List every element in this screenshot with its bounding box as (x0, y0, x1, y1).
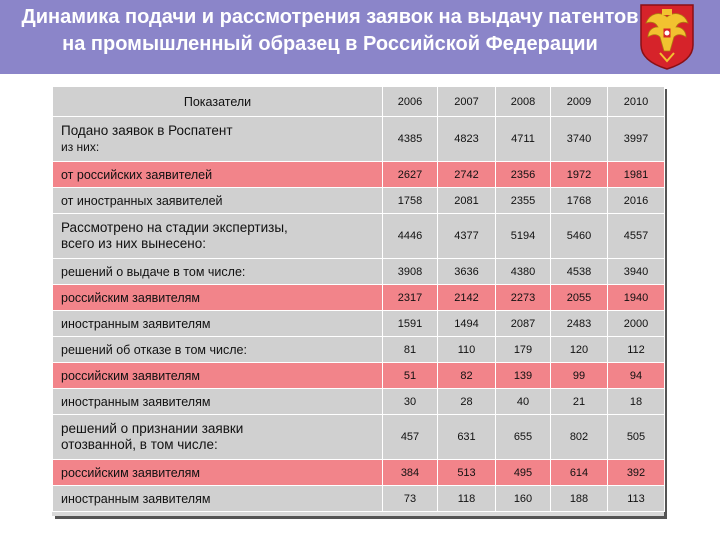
table-cell: 513 (438, 460, 496, 486)
row-label: решений об отказе в том числе: (53, 337, 383, 363)
table-cell: 51 (383, 363, 438, 389)
table-row (53, 337, 665, 363)
table-cell: 495 (496, 460, 551, 486)
table-row (53, 188, 665, 214)
table-cell: 2627 (383, 162, 438, 188)
table-cell: 384 (383, 460, 438, 486)
table-cell: 2483 (551, 311, 608, 337)
table-row (53, 486, 665, 512)
row-label (53, 117, 383, 162)
table-cell: 179 (496, 337, 551, 363)
table-row (53, 285, 665, 311)
table-cell: 4711 (496, 117, 551, 162)
table-cell: 113 (608, 486, 665, 512)
table-row (53, 460, 665, 486)
row-label-sub: из них: (61, 140, 100, 154)
table-row (53, 162, 665, 188)
table-cell: 2273 (496, 285, 551, 311)
table-cell: 40 (496, 389, 551, 415)
table-cell: 2081 (438, 188, 496, 214)
table-cell: 1981 (608, 162, 665, 188)
table-cell: 5460 (551, 214, 608, 259)
table-cell: 802 (551, 415, 608, 460)
row-label-sub: отозванной, в том числе: (61, 437, 218, 452)
table-cell: 81 (383, 337, 438, 363)
table-cell: 505 (608, 415, 665, 460)
table-cell: 82 (438, 363, 496, 389)
table-row (53, 259, 665, 285)
table-cell: 160 (496, 486, 551, 512)
statistics-table-panel (52, 86, 664, 516)
table-header-row (53, 87, 665, 117)
table-cell: 457 (383, 415, 438, 460)
row-label: от российских заявителей (53, 162, 383, 188)
table-cell: 94 (608, 363, 665, 389)
table-cell: 2087 (496, 311, 551, 337)
row-label: иностранным заявителям (53, 389, 383, 415)
table-cell: 99 (551, 363, 608, 389)
table-cell: 631 (438, 415, 496, 460)
table-cell: 4380 (496, 259, 551, 285)
table-cell: 2355 (496, 188, 551, 214)
row-label-main: решений о признании заявки (61, 421, 244, 436)
table-cell: 3908 (383, 259, 438, 285)
row-label (53, 214, 383, 259)
row-label: российским заявителям (53, 285, 383, 311)
year-header: 2009 (551, 87, 608, 117)
table-cell: 28 (438, 389, 496, 415)
table-cell: 21 (551, 389, 608, 415)
table-row (53, 117, 665, 162)
table-cell: 1972 (551, 162, 608, 188)
table-cell: 18 (608, 389, 665, 415)
table-cell: 1940 (608, 285, 665, 311)
table-cell: 1768 (551, 188, 608, 214)
year-header: 2007 (438, 87, 496, 117)
table-row (53, 363, 665, 389)
table-cell: 118 (438, 486, 496, 512)
table-cell: 2142 (438, 285, 496, 311)
table-cell: 3940 (608, 259, 665, 285)
coat-of-arms-icon (638, 3, 696, 71)
table-cell: 188 (551, 486, 608, 512)
table-cell: 2356 (496, 162, 551, 188)
table-cell: 614 (551, 460, 608, 486)
table-cell: 112 (608, 337, 665, 363)
table-cell: 1758 (383, 188, 438, 214)
table-cell: 2016 (608, 188, 665, 214)
table-row (53, 389, 665, 415)
table-cell: 2000 (608, 311, 665, 337)
title-line-2: на промышленный образец в Российской Федерации (62, 33, 598, 55)
table-cell: 110 (438, 337, 496, 363)
table-cell: 30 (383, 389, 438, 415)
table-cell: 392 (608, 460, 665, 486)
year-header: 2008 (496, 87, 551, 117)
table-cell: 139 (496, 363, 551, 389)
title-banner (0, 0, 720, 74)
row-label: решений о выдаче в том числе: (53, 259, 383, 285)
row-label: российским заявителям (53, 460, 383, 486)
table-cell: 4823 (438, 117, 496, 162)
row-label (53, 415, 383, 460)
table-cell: 1494 (438, 311, 496, 337)
table-cell: 4385 (383, 117, 438, 162)
table-cell: 73 (383, 486, 438, 512)
title-line-1: Динамика подачи и рассмотрения заявок на выдачу патентов (21, 6, 639, 28)
row-label: российским заявителям (53, 363, 383, 389)
header-indicators-label: Показатели (53, 87, 383, 117)
table-cell: 5194 (496, 214, 551, 259)
table-cell: 4377 (438, 214, 496, 259)
year-header: 2006 (383, 87, 438, 117)
table-cell: 4557 (608, 214, 665, 259)
statistics-table (52, 86, 665, 512)
table-cell: 4446 (383, 214, 438, 259)
table-row (53, 214, 665, 259)
table-cell: 120 (551, 337, 608, 363)
table-cell: 1591 (383, 311, 438, 337)
row-label: иностранным заявителям (53, 311, 383, 337)
row-label-sub: всего из них вынесено: (61, 236, 206, 251)
table-row (53, 415, 665, 460)
table-cell: 655 (496, 415, 551, 460)
row-label: иностранным заявителям (53, 486, 383, 512)
year-header: 2010 (608, 87, 665, 117)
row-label-main: Рассмотрено на стадии экспертизы, (61, 220, 288, 235)
table-cell: 2742 (438, 162, 496, 188)
table-row (53, 311, 665, 337)
page-title (0, 4, 660, 58)
row-label-main: Подано заявок в Роспатент (61, 123, 233, 138)
table-cell: 2055 (551, 285, 608, 311)
table-cell: 2317 (383, 285, 438, 311)
row-label: от иностранных заявителей (53, 188, 383, 214)
table-cell: 3997 (608, 117, 665, 162)
table-cell: 3740 (551, 117, 608, 162)
table-cell: 3636 (438, 259, 496, 285)
table-cell: 4538 (551, 259, 608, 285)
